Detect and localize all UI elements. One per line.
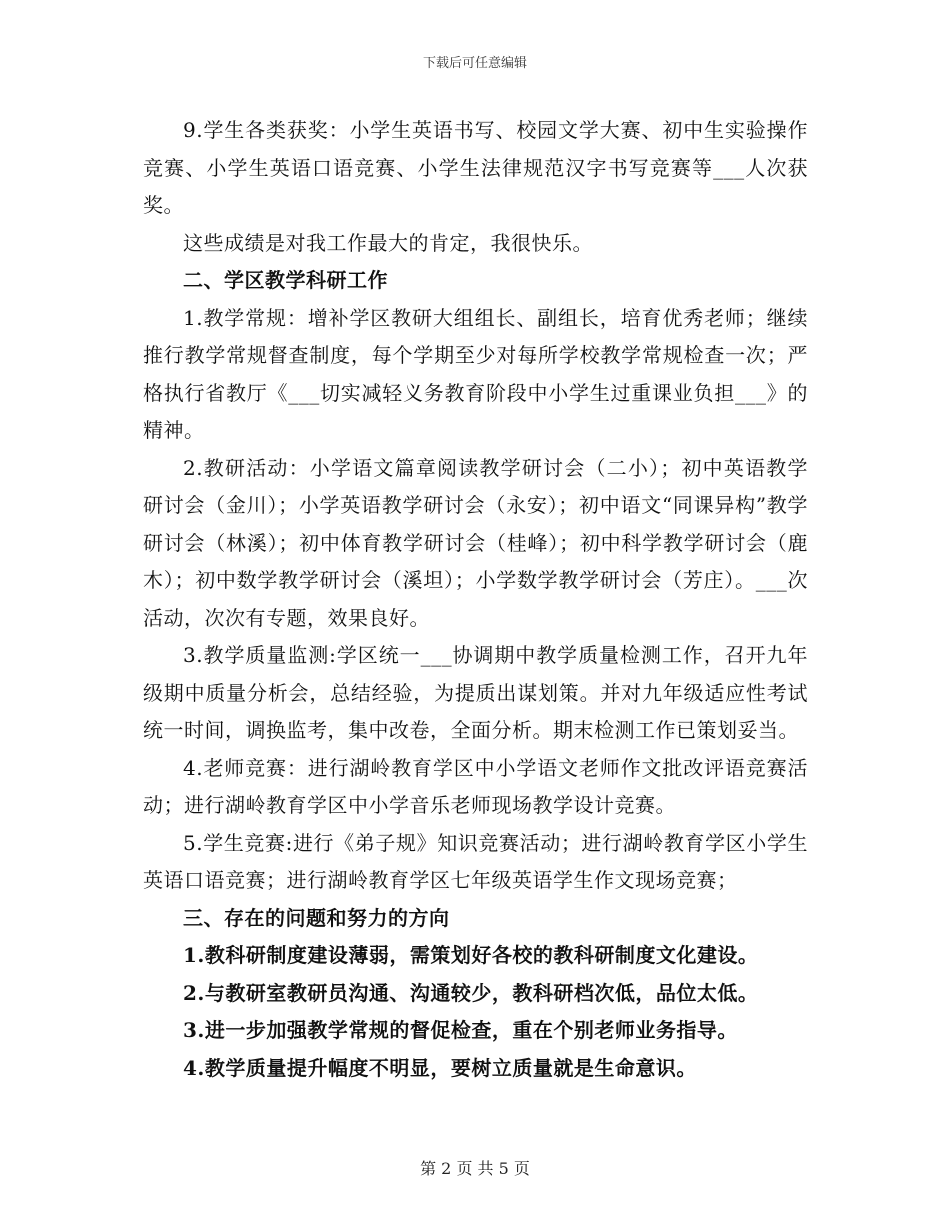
page-footer: 第 2 页 共 5 页 [420, 1159, 530, 1178]
paragraph-student-awards: 9.学生各类获奖：小学生英语书写、校园文学大赛、初中生实验操作竞赛、小学生英语口语竞赛、小学生法律规范汉字书写竞赛等___人次获奖。 [143, 118, 808, 217]
paragraph-student-contest: 5.学生竞赛:进行《弟子规》知识竞赛活动；进行湖岭教育学区小学生英语口语竞赛；进行湖岭教育学区七年级英语学生作文现场竞赛； [143, 830, 808, 892]
section-heading-problems: 三、存在的问题和努力的方向 [183, 905, 450, 930]
section-heading-teaching-research: 二、学区教学科研工作 [183, 268, 388, 292]
page-header: 下载后可任意编辑 [422, 56, 527, 71]
issue-item-4: 4.教学质量提升幅度不明显，要树立质量就是生命意识。 [183, 1055, 697, 1080]
paragraph-research-activities: 2.教研活动：小学语文篇章阅读教学研讨会（二小）；初中英语教学研讨会（金川）；小学英语教学研讨会（永安）；初中语文“同课异构”教学研讨会（林溪）；初中体育教学研讨会（桂峰）；初中科学教学研讨会（鹿木）；初中数学教学研讨会（溪坦）；小学数学教学研讨会（芳庄）。___次活动，次次有专题，效果良好。 [143, 455, 808, 630]
issue-item-1: 1.教科研制度建设薄弱，需策划好各校的教科研制度文化建设。 [183, 943, 759, 967]
paragraph-teaching-routine: 1.教学常规：增补学区教研大组组长、副组长，培育优秀老师；继续推行教学常规督查制度，每个学期至少对每所学校教学常规检查一次；严格执行省教厅《___切实减轻义务教育阶段中小学生过重课业负担___》的精神。 [143, 305, 808, 442]
paragraph-quality-monitoring: 3.教学质量监测:学区统一___协调期中教学质量检测工作，召开九年级期中质量分析会，总结经验，为提质出谋划策。并对九年级适应性考试统一时间，调换监考，集中改卷，全面分析。期末检测工作已策划妥当。 [143, 643, 808, 742]
issue-item-3: 3.进一步加强教学常规的督促检查，重在个别老师业务指导。 [183, 1018, 738, 1042]
paragraph-affirmation: 这些成绩是对我工作最大的肯定，我很快乐。 [183, 230, 593, 255]
issue-item-2: 2.与教研室教研员沟通、沟通较少，教科研档次低，品位太低。 [183, 980, 759, 1005]
paragraph-teacher-contest: 4.老师竞赛：进行湖岭教育学区中小学语文老师作文批改评语竞赛活动；进行湖岭教育学区中小学音乐老师现场教学设计竞赛。 [143, 755, 808, 817]
document-body [143, 112, 808, 1087]
